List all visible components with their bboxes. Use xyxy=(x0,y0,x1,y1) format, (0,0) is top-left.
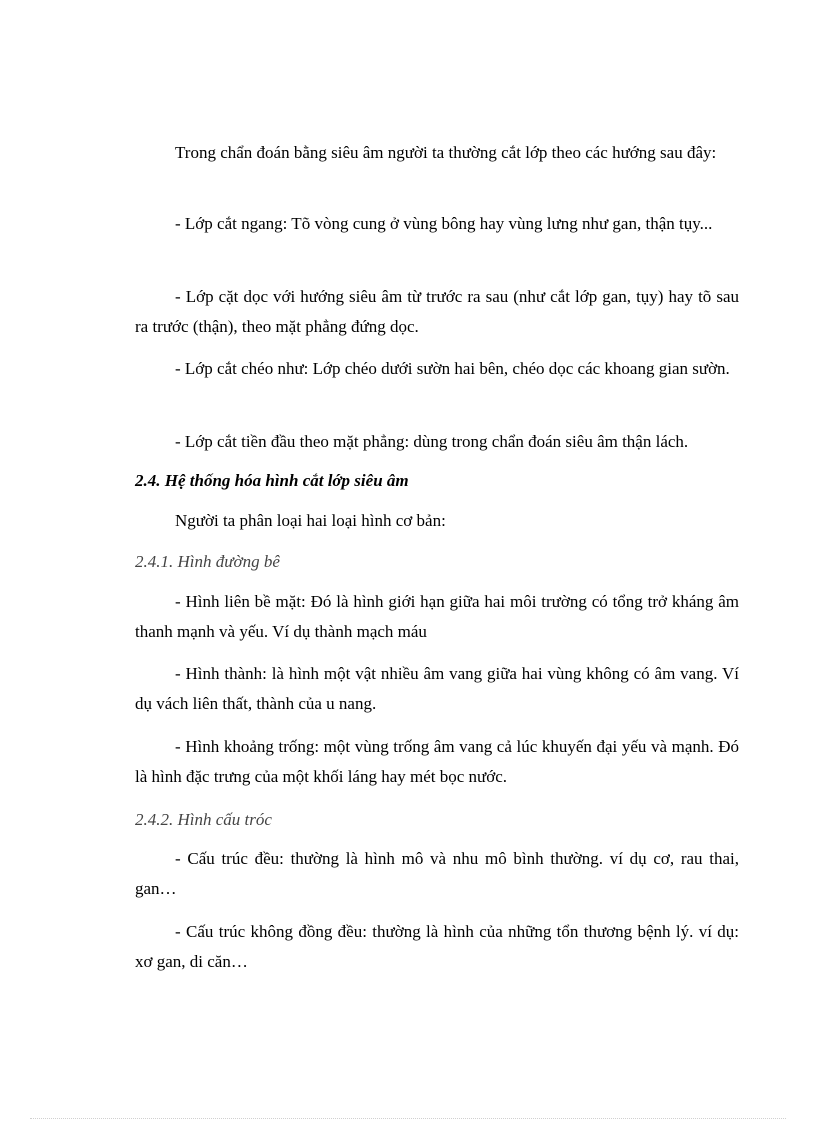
paragraph-wall-image: - Hình thành: là hình một vật nhiều âm vang giữa hai vùng không có âm vang. Ví dụ vách liên thất, thành của u nang. xyxy=(135,664,739,713)
section-heading-2-4-1: 2.4.1. Hình đường bê xyxy=(135,552,280,571)
paragraph-frontal-section: - Lớp cắt tiền đầu theo mặt phẳng: dùng trong chẩn đoán siêu âm thận lách. xyxy=(175,432,689,451)
paragraph-oblique-section: - Lớp cắt chéo như: Lớp chéo dưới sườn hai bên, chéo dọc các khoang gian sườn. xyxy=(175,359,730,378)
paragraph-transverse-section: - Lớp cắt ngang: Tõ vòng cung ở vùng bông hay vùng lưng như gan, thận tụy... xyxy=(175,214,713,233)
paragraph-interface-image: - Hình liên bề mặt: Đó là hình giới hạn giữa hai môi trường có tổng trở kháng âm thanh mạnh và yếu. Ví dụ thành mạch máu xyxy=(135,592,739,641)
section-heading-2-4: 2.4. Hệ thống hóa hình cắt lớp siêu âm xyxy=(135,471,409,490)
paragraph-nonuniform-structure: - Cấu trúc không đồng đều: thường là hình của những tổn thương bệnh lý. ví dụ: xơ gan, di căn… xyxy=(135,922,739,971)
paragraph-empty-space-image: - Hình khoảng trống: một vùng trống âm vang cả lúc khuyến đại yếu và mạnh. Đó là hình đặc trưng của một khối láng hay mét bọc nước. xyxy=(135,737,739,786)
paragraph-classification-intro: Người ta phân loại hai loại hình cơ bản: xyxy=(175,511,446,530)
paragraph-uniform-structure: - Cấu trúc đều: thường là hình mô và nhu mô bình thường. ví dụ cơ, rau thai, gan… xyxy=(135,849,739,898)
paragraph-ultrasound-directions: Trong chẩn đoán bằng siêu âm người ta thường cắt lớp theo các hướng sau đây: xyxy=(175,143,717,162)
footer-dotted-rule xyxy=(30,1118,786,1119)
section-heading-2-4-2: 2.4.2. Hình cấu tróc xyxy=(135,810,272,829)
paragraph-longitudinal-section: - Lớp cặt dọc với hướng siêu âm từ trước ra sau (như cắt lớp gan, tụy) hay tõ sau ra trước (thận), theo mặt phẳng đứng dọc. xyxy=(135,287,739,336)
